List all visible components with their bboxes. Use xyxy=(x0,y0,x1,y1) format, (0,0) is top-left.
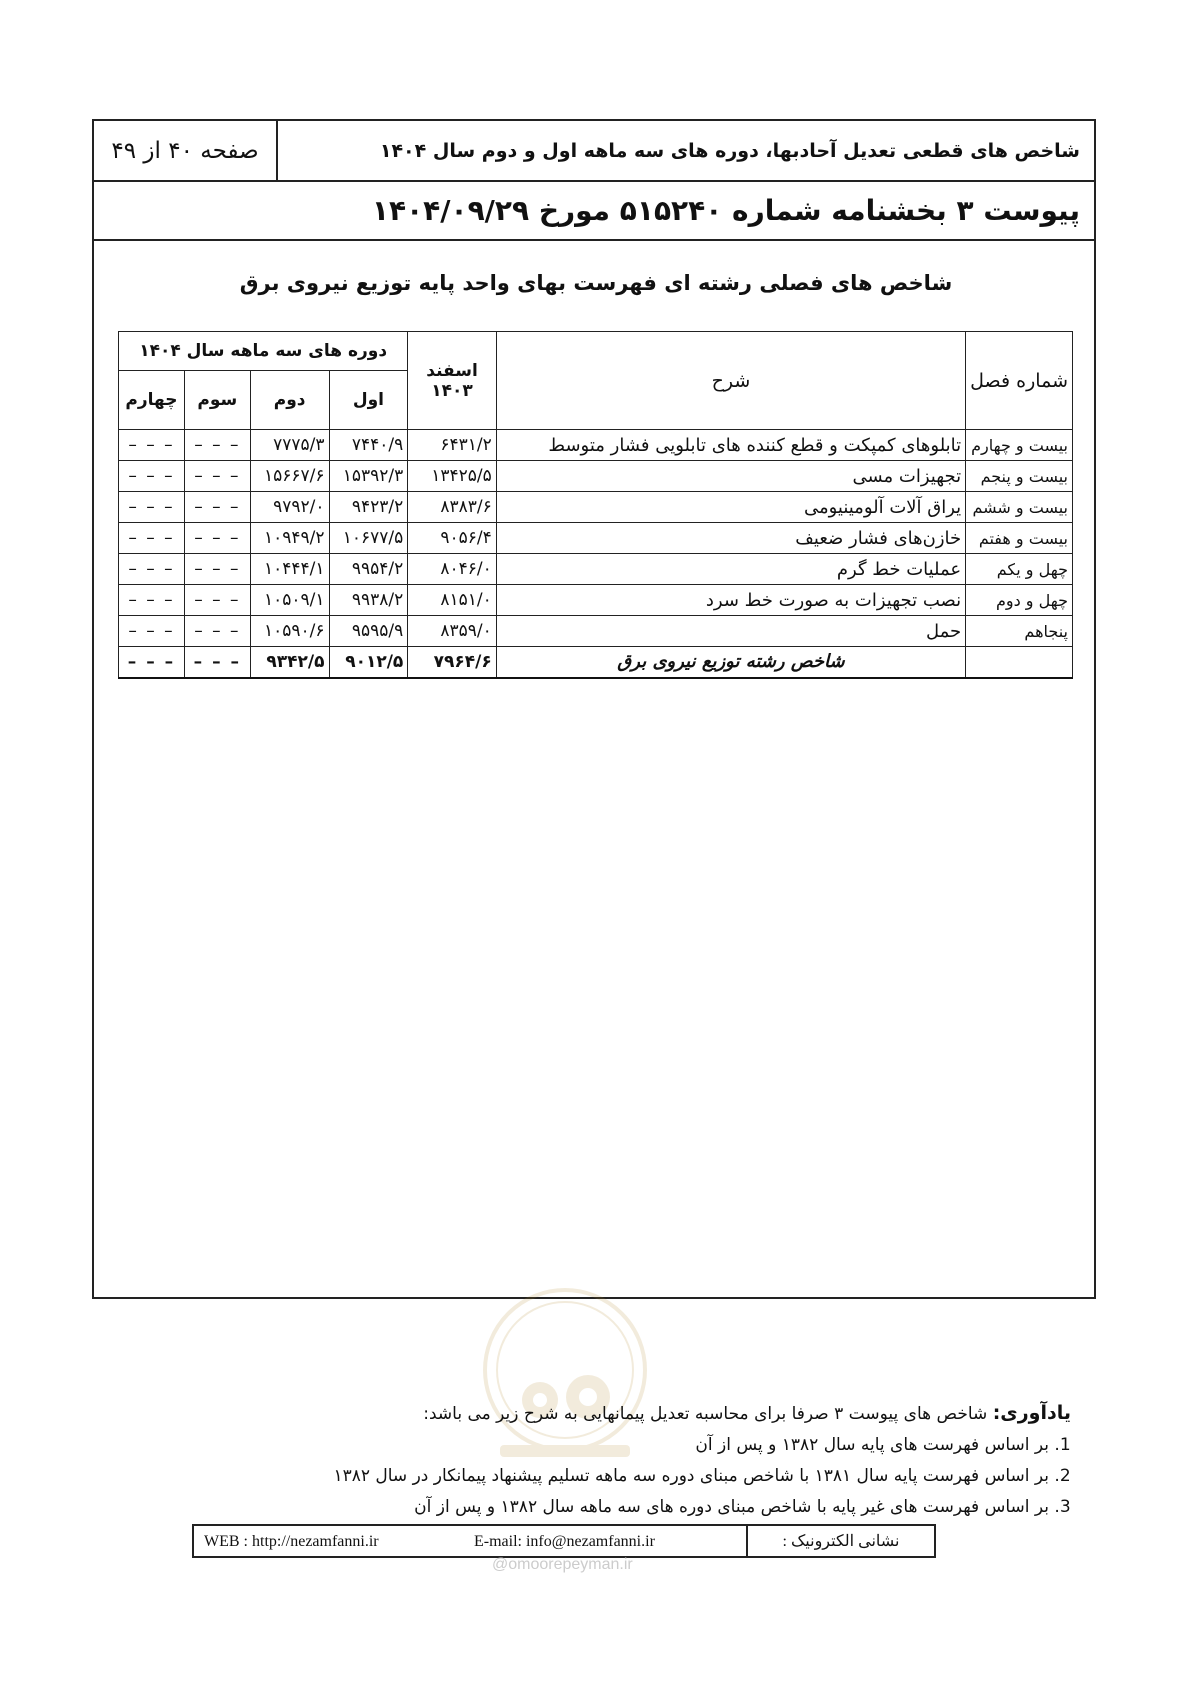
fourth-cell: – – – xyxy=(119,430,185,461)
esfand-cell: ۹۰۵۶/۴ xyxy=(408,523,496,554)
fourth-cell: – – – xyxy=(119,616,185,647)
first-cell: ۹۴۲۳/۲ xyxy=(329,492,408,523)
website-link[interactable]: WEB : http://nezamfanni.ir xyxy=(204,1533,379,1550)
contact-box xyxy=(192,1524,936,1558)
table-title: شاخص های فصلی رشته ای فهرست بهای واحد پایه توزیع نیروی برق xyxy=(239,271,953,295)
table-row xyxy=(119,430,1073,461)
note-item: 3. بر اساس فهرست های غیر پایه با شاخص مبنای دوره های سه ماهه سال ۱۳۸۲ و پس از آن xyxy=(191,1492,1049,1523)
description-cell: عملیات خط گرم xyxy=(496,554,965,585)
table-row xyxy=(119,523,1073,554)
total-chapter-cell xyxy=(966,647,1073,678)
second-cell: ۱۰۵۹۰/۶ xyxy=(250,616,329,647)
table-row xyxy=(119,461,1073,492)
header-row xyxy=(94,121,1094,182)
chapter-cell: بیست و چهارم xyxy=(966,430,1073,461)
second-cell: ۱۰۴۴۴/۱ xyxy=(250,554,329,585)
notes-section xyxy=(191,1398,1071,1523)
third-cell: – – – xyxy=(184,554,250,585)
annex-title: پیوست ۳ بخشنامه شماره ۵۱۵۲۴۰ مورخ ۱۴۰۴/۰۹/۲۹ xyxy=(94,182,1094,241)
esfand-cell: ۸۳۵۹/۰ xyxy=(408,616,496,647)
chapter-cell: پنجاهم xyxy=(966,616,1073,647)
page-number: صفحه ۴۰ از ۴۹ xyxy=(94,121,278,180)
table-row xyxy=(119,585,1073,616)
description-cell: نصب تجهیزات به صورت خط سرد xyxy=(496,585,965,616)
total-first-cell: ۹۰۱۲/۵ xyxy=(329,647,408,678)
first-cell: ۱۵۳۹۲/۳ xyxy=(329,461,408,492)
total-third-cell: – – – xyxy=(184,647,250,678)
col-header-description: شرح xyxy=(496,332,965,430)
chapter-cell: چهل و دوم xyxy=(966,585,1073,616)
first-cell: ۷۴۴۰/۹ xyxy=(329,430,408,461)
notes-label: یادآوری: xyxy=(992,1402,1071,1424)
second-cell: ۷۷۷۵/۳ xyxy=(250,430,329,461)
total-esfand-cell: ۷۹۶۴/۶ xyxy=(408,647,496,678)
watermark-text: @omoorepeyman.ir xyxy=(492,1556,633,1573)
note-item: 2. بر اساس فهرست پایه سال ۱۳۸۱ با شاخص مبنای دوره سه ماهه تسلیم پیشنهاد پیمانکار در سال ۱۳۸۲ xyxy=(191,1461,1049,1492)
description-cell: حمل xyxy=(496,616,965,647)
table-row xyxy=(119,492,1073,523)
contact-label: نشانی الکترونیک : xyxy=(746,1526,934,1556)
fourth-cell: – – – xyxy=(119,492,185,523)
col-header-second: دوم xyxy=(250,371,329,430)
col-header-first: اول xyxy=(329,371,408,430)
fourth-cell: – – – xyxy=(119,523,185,554)
description-cell: تجهیزات مسی xyxy=(496,461,965,492)
esfand-cell: ۸۱۵۱/۰ xyxy=(408,585,496,616)
index-table xyxy=(118,331,1073,679)
table-row xyxy=(119,554,1073,585)
third-cell: – – – xyxy=(184,585,250,616)
first-cell: ۹۵۹۵/۹ xyxy=(329,616,408,647)
first-cell: ۹۹۵۴/۲ xyxy=(329,554,408,585)
third-cell: – – – xyxy=(184,523,250,554)
fourth-cell: – – – xyxy=(119,585,185,616)
description-cell: یراق آلات آلومینیومی xyxy=(496,492,965,523)
esfand-cell: ۸۳۸۳/۶ xyxy=(408,492,496,523)
esfand-year: ۱۴۰۳ xyxy=(431,380,473,401)
note-item: 1. بر اساس فهرست های پایه سال ۱۳۸۲ و پس از آن xyxy=(191,1430,1049,1461)
fourth-cell: – – – xyxy=(119,461,185,492)
notes-intro: شاخص های پیوست ۳ صرفا برای محاسبه تعدیل پیمانهایی به شرح زیر می باشد: xyxy=(423,1404,988,1424)
chapter-cell: چهل و یکم xyxy=(966,554,1073,585)
total-description-cell: شاخص رشته توزیع نیروی برق xyxy=(496,647,965,678)
total-row xyxy=(119,647,1073,678)
esfand-cell: ۸۰۴۶/۰ xyxy=(408,554,496,585)
document-title: شاخص های قطعی تعدیل آحادبها، دوره های سه ماهه اول و دوم سال ۱۴۰۴ xyxy=(379,139,1080,162)
col-header-third: سوم xyxy=(184,371,250,430)
first-cell: ۱۰۶۷۷/۵ xyxy=(329,523,408,554)
third-cell: – – – xyxy=(184,461,250,492)
col-header-chapter: شماره فصل xyxy=(966,332,1073,430)
esfand-label: اسفند xyxy=(426,360,478,381)
first-cell: ۹۹۳۸/۲ xyxy=(329,585,408,616)
third-cell: – – – xyxy=(184,616,250,647)
col-header-fourth: چهارم xyxy=(119,371,185,430)
col-header-esfand xyxy=(408,332,496,430)
description-cell: خازن‌های فشار ضعیف xyxy=(496,523,965,554)
second-cell: ۱۵۶۶۷/۶ xyxy=(250,461,329,492)
third-cell: – – – xyxy=(184,492,250,523)
second-cell: ۱۰۵۰۹/۱ xyxy=(250,585,329,616)
chapter-cell: بیست و پنجم xyxy=(966,461,1073,492)
fourth-cell: – – – xyxy=(119,554,185,585)
email-link[interactable]: E-mail: info@nezamfanni.ir xyxy=(474,1533,655,1550)
esfand-cell: ۱۳۴۲۵/۵ xyxy=(408,461,496,492)
chapter-cell: بیست و ششم xyxy=(966,492,1073,523)
chapter-cell: بیست و هفتم xyxy=(966,523,1073,554)
description-cell: تابلوهای کمپکت و قطع کننده های تابلویی فشار متوسط xyxy=(496,430,965,461)
third-cell: – – – xyxy=(184,430,250,461)
total-second-cell: ۹۳۴۲/۵ xyxy=(250,647,329,678)
esfand-cell: ۶۴۳۱/۲ xyxy=(408,430,496,461)
table-row xyxy=(119,616,1073,647)
total-fourth-cell: – – – xyxy=(119,647,185,678)
second-cell: ۹۷۹۲/۰ xyxy=(250,492,329,523)
col-header-periods: دوره های سه ماهه سال ۱۴۰۴ xyxy=(119,332,408,371)
document-frame xyxy=(92,119,1096,1299)
second-cell: ۱۰۹۴۹/۲ xyxy=(250,523,329,554)
